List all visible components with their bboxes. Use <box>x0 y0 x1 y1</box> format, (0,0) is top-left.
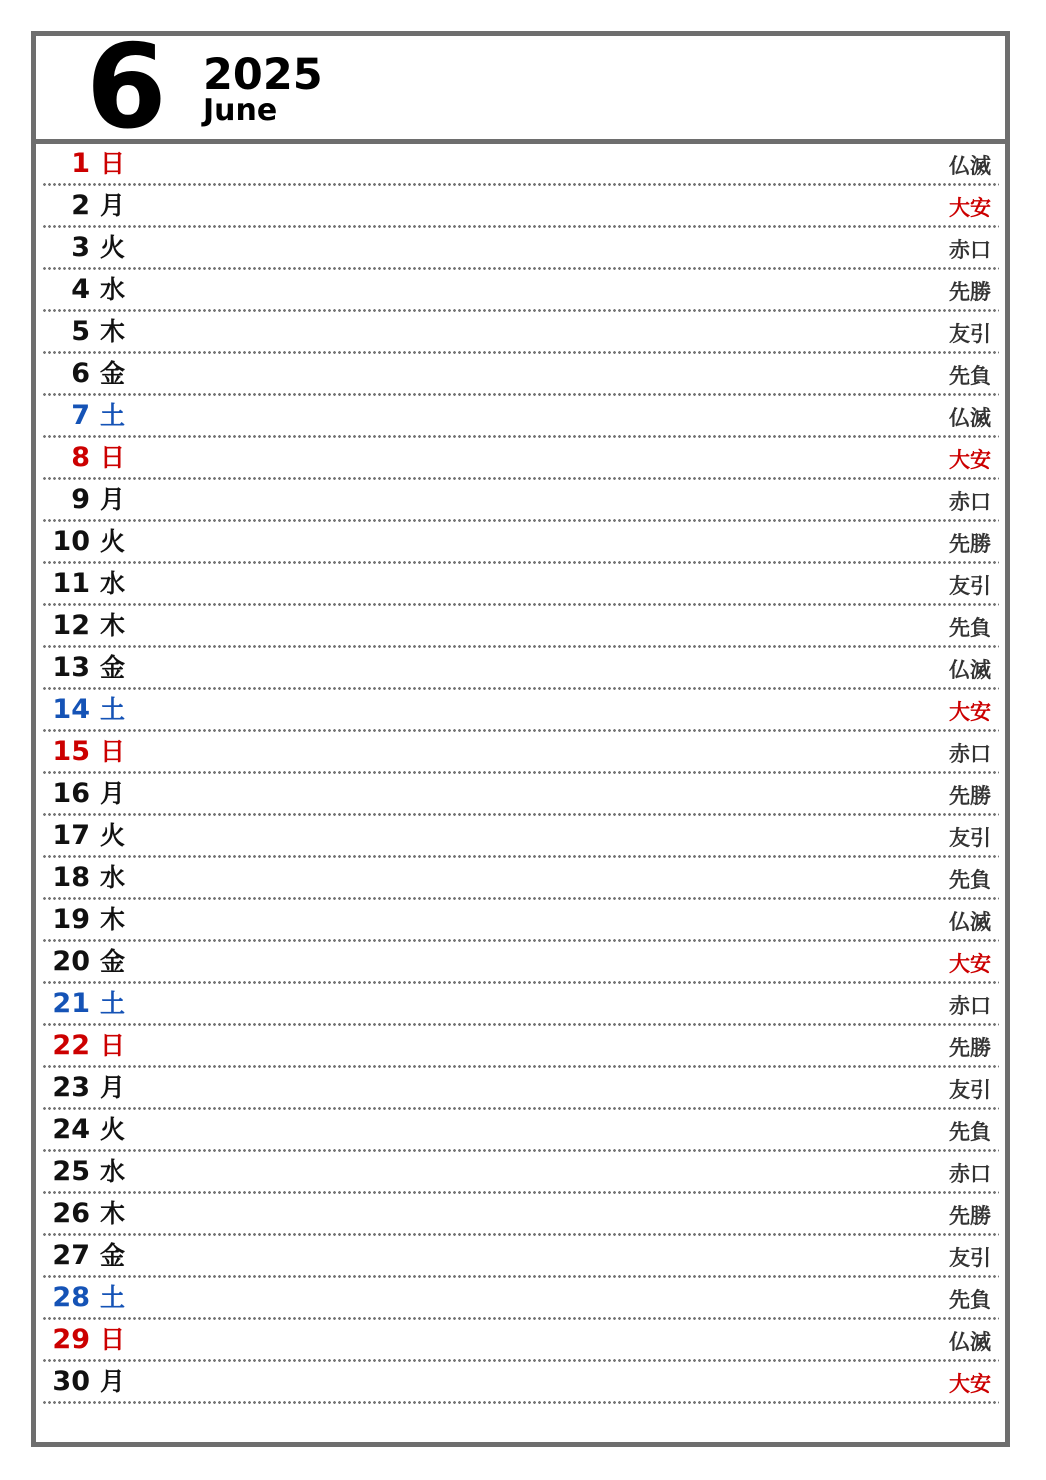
rokuyo-label: 仏滅 <box>949 406 991 430</box>
day-number: 9 <box>71 484 90 515</box>
rokuyo-label: 先負 <box>949 1288 991 1312</box>
weekday-label: 水 <box>100 275 126 304</box>
day-row <box>36 606 1005 648</box>
rokuyo-label: 大安 <box>949 448 991 472</box>
day-number: 3 <box>71 232 90 263</box>
rokuyo-label: 先負 <box>949 1120 991 1144</box>
weekday-label: 月 <box>100 1073 126 1102</box>
rokuyo-label: 先勝 <box>949 784 991 808</box>
weekday-label: 土 <box>100 1283 126 1312</box>
weekday-label: 金 <box>100 653 126 682</box>
day-row <box>36 228 1005 270</box>
day-row <box>36 564 1005 606</box>
day-number: 29 <box>52 1324 90 1355</box>
weekday-label: 土 <box>100 989 126 1018</box>
day-row <box>36 438 1005 480</box>
rokuyo-label: 友引 <box>949 1078 991 1102</box>
month-number: 6 <box>86 20 165 155</box>
day-number: 22 <box>52 1030 90 1061</box>
day-row <box>36 1194 1005 1236</box>
rokuyo-label: 大安 <box>949 700 991 724</box>
day-number: 5 <box>71 316 90 347</box>
day-number: 16 <box>52 778 90 809</box>
day-row <box>36 1320 1005 1362</box>
day-row <box>36 1026 1005 1068</box>
day-number: 1 <box>71 148 90 179</box>
weekday-label: 木 <box>100 1199 126 1228</box>
weekday-label: 水 <box>100 569 126 598</box>
day-row <box>36 648 1005 690</box>
weekday-label: 火 <box>100 527 126 556</box>
rokuyo-label: 友引 <box>949 322 991 346</box>
day-number: 13 <box>52 652 90 683</box>
day-number: 25 <box>52 1156 90 1187</box>
day-row <box>36 816 1005 858</box>
day-row <box>36 480 1005 522</box>
day-number: 21 <box>52 988 90 1019</box>
day-row <box>36 1236 1005 1278</box>
day-number: 2 <box>71 190 90 221</box>
day-number: 6 <box>71 358 90 389</box>
weekday-label: 日 <box>100 1325 126 1354</box>
rokuyo-label: 赤口 <box>949 1162 991 1186</box>
day-row <box>36 270 1005 312</box>
weekday-label: 日 <box>100 443 126 472</box>
rokuyo-label: 仏滅 <box>949 154 991 178</box>
weekday-label: 火 <box>100 821 126 850</box>
day-row <box>36 1110 1005 1152</box>
weekday-label: 木 <box>100 905 126 934</box>
rokuyo-label: 先勝 <box>949 280 991 304</box>
weekday-label: 月 <box>100 485 126 514</box>
year-label: 2025 <box>203 50 323 100</box>
day-row <box>36 1068 1005 1110</box>
calendar-header <box>36 20 1005 155</box>
weekday-label: 木 <box>100 611 126 640</box>
day-row <box>36 858 1005 900</box>
weekday-label: 水 <box>100 863 126 892</box>
day-row <box>36 396 1005 438</box>
rokuyo-label: 先勝 <box>949 1036 991 1060</box>
day-number: 8 <box>71 442 90 473</box>
rokuyo-label: 先勝 <box>949 532 991 556</box>
day-row <box>36 1362 1005 1404</box>
day-number: 7 <box>71 400 90 431</box>
weekday-label: 火 <box>100 1115 126 1144</box>
rokuyo-label: 大安 <box>949 952 991 976</box>
rokuyo-label: 仏滅 <box>949 658 991 682</box>
rokuyo-label: 赤口 <box>949 238 991 262</box>
weekday-label: 金 <box>100 1241 126 1270</box>
weekday-label: 水 <box>100 1157 126 1186</box>
day-row <box>36 144 1005 186</box>
day-row <box>36 522 1005 564</box>
rokuyo-label: 赤口 <box>949 490 991 514</box>
rokuyo-label: 仏滅 <box>949 1330 991 1354</box>
day-number: 14 <box>52 694 90 725</box>
calendar-frame <box>31 20 1010 1447</box>
rokuyo-label: 先負 <box>949 868 991 892</box>
day-number: 24 <box>52 1114 90 1145</box>
weekday-label: 日 <box>100 149 126 178</box>
day-row <box>36 984 1005 1026</box>
rokuyo-label: 友引 <box>949 826 991 850</box>
weekday-label: 月 <box>100 779 126 808</box>
rokuyo-label: 仏滅 <box>949 910 991 934</box>
day-number: 23 <box>52 1072 90 1103</box>
day-row <box>36 900 1005 942</box>
day-number: 26 <box>52 1198 90 1229</box>
day-number: 28 <box>52 1282 90 1313</box>
month-name-label: June <box>203 93 278 128</box>
rokuyo-label: 赤口 <box>949 742 991 766</box>
rokuyo-label: 先勝 <box>949 1204 991 1228</box>
weekday-label: 月 <box>100 191 126 220</box>
day-row <box>36 1152 1005 1194</box>
rokuyo-label: 先負 <box>949 616 991 640</box>
day-row <box>36 942 1005 984</box>
day-row <box>36 1278 1005 1320</box>
rokuyo-label: 大安 <box>949 1372 991 1396</box>
day-number: 20 <box>52 946 90 977</box>
weekday-label: 日 <box>100 1031 126 1060</box>
day-number: 30 <box>52 1366 90 1397</box>
day-number: 10 <box>52 526 90 557</box>
weekday-label: 土 <box>100 401 126 430</box>
rokuyo-label: 友引 <box>949 1246 991 1270</box>
day-number: 19 <box>52 904 90 935</box>
day-number: 18 <box>52 862 90 893</box>
weekday-label: 金 <box>100 359 126 388</box>
rokuyo-label: 友引 <box>949 574 991 598</box>
weekday-label: 日 <box>100 737 126 766</box>
day-row <box>36 732 1005 774</box>
weekday-label: 金 <box>100 947 126 976</box>
day-number: 17 <box>52 820 90 851</box>
weekday-label: 木 <box>100 317 126 346</box>
weekday-label: 土 <box>100 695 126 724</box>
day-row <box>36 354 1005 396</box>
rokuyo-label: 大安 <box>949 196 991 220</box>
day-number: 27 <box>52 1240 90 1271</box>
day-row <box>36 690 1005 732</box>
rokuyo-label: 先負 <box>949 364 991 388</box>
day-row <box>36 774 1005 816</box>
weekday-label: 月 <box>100 1367 126 1396</box>
rokuyo-label: 赤口 <box>949 994 991 1018</box>
day-number: 4 <box>71 274 90 305</box>
weekday-label: 火 <box>100 233 126 262</box>
day-rows <box>36 144 1005 1404</box>
day-number: 12 <box>52 610 90 641</box>
day-row <box>36 312 1005 354</box>
day-number: 11 <box>52 568 90 599</box>
day-number: 15 <box>52 736 90 767</box>
day-row <box>36 186 1005 228</box>
